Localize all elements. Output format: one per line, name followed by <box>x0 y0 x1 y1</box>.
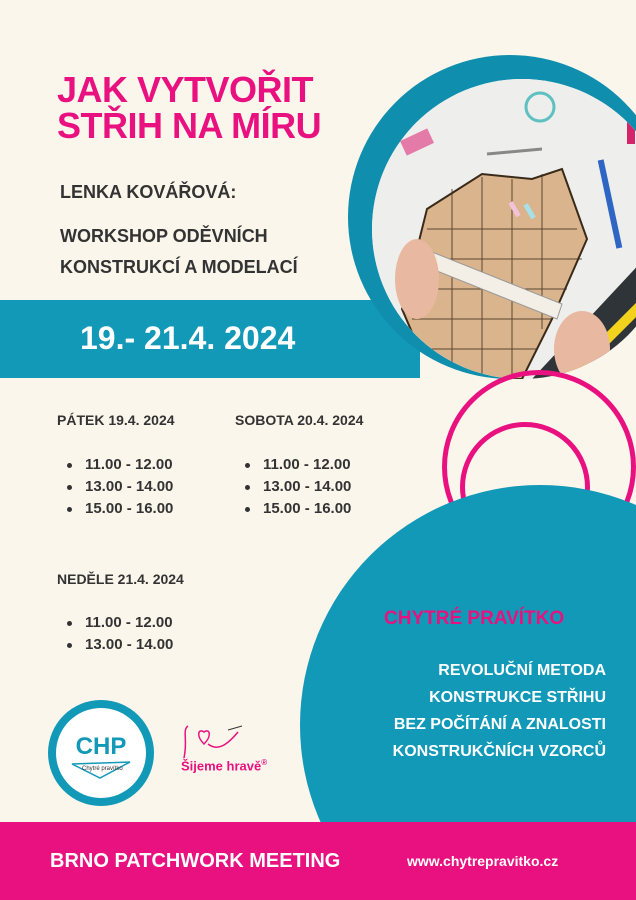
sijeme-hrave-text <box>181 758 267 773</box>
website-link[interactable]: www.chytrepravitko.cz <box>407 853 559 869</box>
brand-name: CHYTRÉ PRAVÍTKO <box>384 608 565 629</box>
time-slot: 15.00 - 16.00 <box>245 498 351 520</box>
chp-logo <box>48 700 154 806</box>
title-line-1: JAK VYTVOŘIT <box>57 69 314 110</box>
chp-logo-text: CHP <box>75 733 127 760</box>
sijeme-hrave-label: Šijeme hravě <box>181 758 262 774</box>
time-slot: 13.00 - 14.00 <box>245 476 351 498</box>
title-line-2: STŘIH NA MÍRU <box>57 105 322 146</box>
registered-mark: ® <box>261 758 268 767</box>
time-slot: 11.00 - 12.00 <box>67 454 173 476</box>
poster-title <box>57 69 357 146</box>
presenter-name: LENKA KOVÁŘOVÁ: <box>60 182 237 202</box>
workshop-line-2: KONSTRUKCÍ A MODELACÍ <box>60 257 298 277</box>
event-name: BRNO PATCHWORK MEETING <box>50 850 341 872</box>
chp-logo-inner <box>56 708 146 798</box>
brand-desc-line: KONSTRUKČNÍCH VZORCŮ <box>392 743 606 760</box>
sijeme-hrave-logo <box>178 722 288 782</box>
time-slot: 13.00 - 14.00 <box>67 634 173 656</box>
workshop-line-1: WORKSHOP ODĚVNÍCH <box>60 226 268 246</box>
brand-desc-line: REVOLUČNÍ METODA <box>438 662 606 679</box>
chp-logo-caption: Chytré pravítko <box>82 766 123 772</box>
event-dates: 19.- 21.4. 2024 <box>80 320 296 356</box>
friday-times <box>67 454 173 520</box>
time-slot: 11.00 - 12.00 <box>245 454 351 476</box>
saturday-heading: SOBOTA 20.4. 2024 <box>235 412 364 428</box>
saturday-times <box>245 454 351 520</box>
brand-description <box>393 657 606 765</box>
time-slot: 13.00 - 14.00 <box>67 476 173 498</box>
time-slot: 15.00 - 16.00 <box>67 498 173 520</box>
sunday-times <box>67 612 173 656</box>
time-slot: 11.00 - 12.00 <box>67 612 173 634</box>
friday-heading: PÁTEK 19.4. 2024 <box>57 412 175 428</box>
sunday-heading: NEDĚLE 21.4. 2024 <box>57 571 184 587</box>
brand-desc-line: BEZ POČÍTÁNÍ A ZNALOSTI <box>393 716 606 733</box>
needle-heart-icon <box>178 722 248 762</box>
brand-desc-line: KONSTRUKCE STŘIHU <box>429 689 606 706</box>
